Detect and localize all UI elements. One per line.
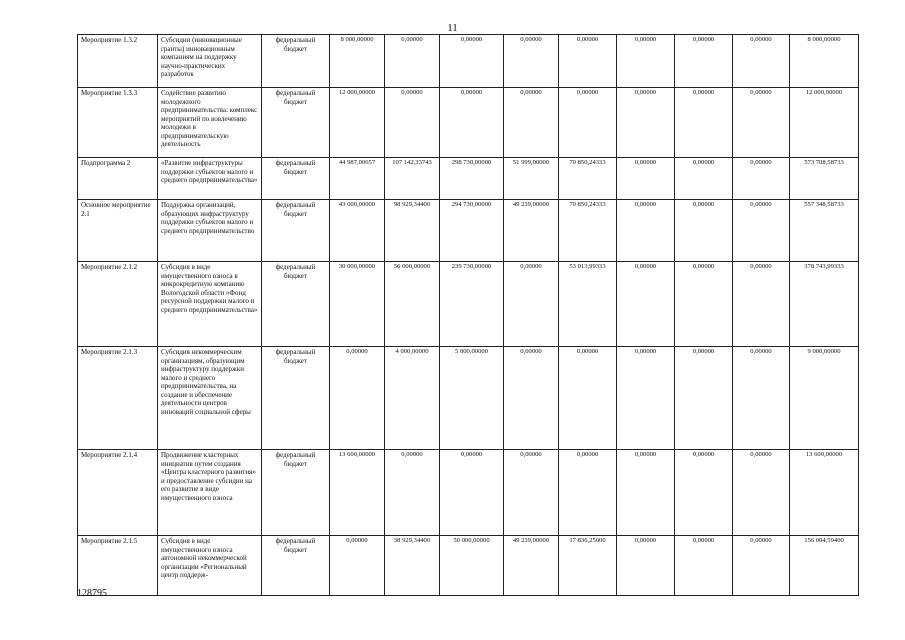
value-cell: 107 142,33743	[385, 158, 440, 200]
total-value-cell: 12 000,00000	[790, 88, 859, 158]
activity-name-cell: Субсидия в виде имущественного взноса в микрокредитную компанию Вологодской области «Фонд ресурсной поддержки малого и среднего предпринимательства»	[158, 262, 262, 347]
activity-name-cell: Субсидия в виде имущественного взноса автономной некоммерческой организации «Региональный центр поддерж-	[158, 536, 262, 596]
value-cell: 4 000,00000	[385, 347, 440, 450]
value-cell: 0,00000	[733, 35, 790, 88]
activity-code-cell: Подпрограмма 2	[78, 158, 158, 200]
table-row	[78, 158, 859, 200]
funding-source-cell: федеральный бюджет	[262, 35, 330, 88]
value-cell: 53 013,99333	[559, 262, 617, 347]
value-cell: 44 987,00657	[330, 158, 385, 200]
value-cell: 0,00000	[675, 35, 733, 88]
value-cell: 0,00000	[617, 200, 675, 262]
value-cell: 239 730,00000	[440, 262, 504, 347]
activity-code-cell: Мероприятие 2.1.4	[78, 450, 158, 536]
value-cell: 0,00000	[617, 450, 675, 536]
funding-source-cell: федеральный бюджет	[262, 262, 330, 347]
funding-source-cell: федеральный бюджет	[262, 347, 330, 450]
value-cell: 0,00000	[733, 200, 790, 262]
value-cell: 0,00000	[504, 347, 559, 450]
activity-code-cell: Мероприятие 2.1.2	[78, 262, 158, 347]
value-cell: 38 929,34400	[385, 536, 440, 596]
activity-name-cell: Субсидии (инновационные гранты) инновационным компаниям на поддержку научно-практических разработок	[158, 35, 262, 88]
value-cell: 50 000,00000	[440, 536, 504, 596]
value-cell: 0,00000	[330, 536, 385, 596]
value-cell: 0,00000	[675, 347, 733, 450]
value-cell: 0,00000	[385, 88, 440, 158]
table-row	[78, 262, 859, 347]
page-number: 11	[447, 22, 458, 34]
value-cell: 0,00000	[617, 88, 675, 158]
table-row	[78, 347, 859, 450]
value-cell: 0,00000	[330, 347, 385, 450]
value-cell: 0,00000	[733, 536, 790, 596]
funding-source-cell: федеральный бюджет	[262, 158, 330, 200]
value-cell: 0,00000	[675, 200, 733, 262]
value-cell: 0,00000	[385, 450, 440, 536]
activity-code-cell: Мероприятие 1.3.2	[78, 35, 158, 88]
total-value-cell: 156 004,59400	[790, 536, 859, 596]
value-cell: 43 600,00000	[330, 200, 385, 262]
activity-code-cell: Мероприятие 2.1.3	[78, 347, 158, 450]
table-row	[78, 450, 859, 536]
value-cell: 0,00000	[733, 450, 790, 536]
table-row	[78, 536, 859, 596]
budget-table	[77, 34, 859, 596]
value-cell: 13 600,00000	[330, 450, 385, 536]
value-cell: 0,00000	[733, 158, 790, 200]
table-row	[78, 88, 859, 158]
value-cell: 0,00000	[504, 35, 559, 88]
value-cell: 70 850,24333	[559, 200, 617, 262]
funding-source-cell: федеральный бюджет	[262, 88, 330, 158]
value-cell: 0,00000	[617, 347, 675, 450]
table-row	[78, 200, 859, 262]
value-cell: 0,00000	[675, 450, 733, 536]
value-cell: 0,00000	[559, 88, 617, 158]
value-cell: 49 239,00000	[504, 536, 559, 596]
value-cell: 12 000,00000	[330, 88, 385, 158]
value-cell: 0,00000	[440, 450, 504, 536]
funding-source-cell: федеральный бюджет	[262, 536, 330, 596]
activity-name-cell: Содействие развитию молодежного предпринимательства: комплекс мероприятий по вовлечению молодежи в предпринимательскую деятельность	[158, 88, 262, 158]
value-cell: 0,00000	[440, 35, 504, 88]
value-cell: 0,00000	[617, 158, 675, 200]
value-cell: 70 850,24333	[559, 158, 617, 200]
value-cell: 0,00000	[559, 450, 617, 536]
value-cell: 0,00000	[559, 347, 617, 450]
value-cell: 0,00000	[675, 536, 733, 596]
value-cell: 294 730,00000	[440, 200, 504, 262]
total-value-cell: 378 743,99333	[790, 262, 859, 347]
value-cell: 0,00000	[617, 262, 675, 347]
document-id: 128795	[77, 588, 107, 599]
value-cell: 0,00000	[675, 158, 733, 200]
activity-code-cell: Основное мероприятие 2.1	[78, 200, 158, 262]
value-cell: 0,00000	[617, 35, 675, 88]
value-cell: 5 000,00000	[440, 347, 504, 450]
activity-code-cell: Мероприятие 1.3.3	[78, 88, 158, 158]
value-cell: 0,00000	[559, 35, 617, 88]
value-cell: 0,00000	[675, 88, 733, 158]
value-cell: 0,00000	[733, 347, 790, 450]
value-cell: 0,00000	[617, 536, 675, 596]
total-value-cell: 8 000,00000	[790, 35, 859, 88]
activity-name-cell: Продвижение кластерных инициатив путем создания «Центра кластерного развития» и предоставление субсидии на его развитие в виде имущественного взноса	[158, 450, 262, 536]
value-cell: 0,00000	[733, 262, 790, 347]
activity-name-cell: Поддержка организаций, образующих инфраструктуру поддержки субъектов малого и среднего предпринимательство	[158, 200, 262, 262]
value-cell: 17 836,25000	[559, 536, 617, 596]
value-cell: 0,00000	[733, 88, 790, 158]
value-cell: 98 929,34400	[385, 200, 440, 262]
value-cell: 0,00000	[504, 450, 559, 536]
value-cell: 0,00000	[675, 262, 733, 347]
funding-source-cell: федеральный бюджет	[262, 200, 330, 262]
total-value-cell: 573 708,58733	[790, 158, 859, 200]
value-cell: 30 000,00000	[330, 262, 385, 347]
activity-name-cell: «Развитие инфраструктуры поддержки субъектов малого и среднего предпринимательства»	[158, 158, 262, 200]
funding-source-cell: федеральный бюджет	[262, 450, 330, 536]
activity-name-cell: Субсидия некоммерческим организациям, образующим инфраструктуру поддержки малого и среднего предпринимательства, на создание и обеспечение деятельности центров инноваций социальной сферы	[158, 347, 262, 450]
total-value-cell: 9 000,00000	[790, 347, 859, 450]
value-cell: 298 730,00000	[440, 158, 504, 200]
value-cell: 56 000,00000	[385, 262, 440, 347]
value-cell: 49 239,00000	[504, 200, 559, 262]
activity-code-cell: Мероприятие 2.1.5	[78, 536, 158, 596]
value-cell: 0,00000	[440, 88, 504, 158]
total-value-cell: 557 348,58733	[790, 200, 859, 262]
total-value-cell: 13 600,00000	[790, 450, 859, 536]
value-cell: 0,00000	[504, 88, 559, 158]
value-cell: 8 000,00000	[330, 35, 385, 88]
table-row	[78, 35, 859, 88]
value-cell: 51 999,00000	[504, 158, 559, 200]
value-cell: 0,00000	[385, 35, 440, 88]
value-cell: 0,00000	[504, 262, 559, 347]
